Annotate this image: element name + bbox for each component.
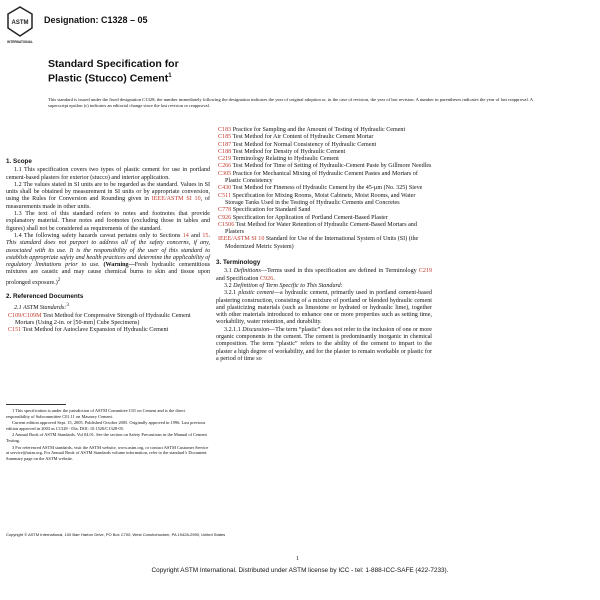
reference-title: Terminology Relating to Hydraulic Cement bbox=[231, 156, 339, 163]
left-column bbox=[6, 152, 210, 335]
terminology-3-2-1: 3.2.1 plastic cement—a hydraulic cement, primarily used in portland cement-based plastering construction, consisting of a mixture of portland or blended hydraulic cement and plasticizing materials (such as limestone or hydrated or hydraulic lime), together with other materials introduced to enhance one or more properties such as setting time, workability, water retention, and durability. bbox=[216, 290, 433, 326]
reference-title: Test Method for Normal Consistency of Hydraulic Cement bbox=[231, 141, 377, 148]
section-heading-terminology: 3. Terminology bbox=[216, 259, 261, 267]
reference-link[interactable]: C778 bbox=[218, 207, 232, 214]
reference-link[interactable]: C511 bbox=[218, 192, 231, 199]
reference-link[interactable]: C151 bbox=[8, 327, 22, 334]
footnotes bbox=[6, 404, 210, 462]
terminology-3-2-1-1: 3.2.1.1 Discussion—The term “plastic” does not refer to the inclusion of one or more organic components in the cement. The cement is predominantly inorganic in chemical composition. The term “plastic” refers to the ability of the cement to impart to the plaster a high degree of workability, and for the plaster to remain workable or plastic for a period of time so bbox=[216, 326, 432, 362]
reference-link[interactable]: C430 bbox=[218, 185, 232, 192]
footnote-rule bbox=[6, 404, 66, 405]
reference-item bbox=[216, 236, 432, 251]
reference-list-left bbox=[6, 313, 210, 335]
reference-link[interactable]: C187 bbox=[218, 141, 232, 148]
link-c219[interactable]: C219 bbox=[418, 268, 433, 275]
reference-title: Specification for Application of Portland Cement-Based Plaster bbox=[231, 214, 388, 221]
reference-item bbox=[216, 149, 432, 156]
footnote-2: 2 Annual Book of ASTM Standards, Vol 04.01. See the section on Safety Precautions in the Manual of Cement Testing. bbox=[6, 432, 207, 443]
footnote-1: 1 This specification is under the jurisdiction of ASTM Committee C01 on Cement and is the direct responsibility of Subcommittee C01.11 on Masonry Cement. bbox=[6, 408, 186, 419]
reference-link[interactable]: C1506 bbox=[218, 221, 235, 228]
link-section-15[interactable]: 15 bbox=[202, 232, 209, 239]
reference-item bbox=[216, 185, 432, 192]
reference-item bbox=[6, 327, 210, 334]
link-section-14[interactable]: 14 bbox=[182, 232, 189, 239]
reference-link[interactable]: C219 bbox=[218, 156, 232, 163]
section-heading-scope: 1. Scope bbox=[6, 158, 32, 165]
designation: Designation: C1328 – 05 bbox=[44, 15, 148, 25]
reference-link[interactable]: C305 bbox=[218, 170, 232, 177]
reference-title: Test Method for Autoclave Expansion of Hydraulic Cement bbox=[21, 327, 169, 334]
title-line-2: Plastic (Stucco) Cement$^1$ bbox=[48, 72, 172, 85]
footnote-1b: Current edition approved Sept. 15, 2005. Published October 2005. Originally approved in 1996. Last previous edition approved in 2003 as C1328 - 03a. DOI: 10.1520/C1328-05. bbox=[6, 420, 206, 431]
svg-text:ASTM: ASTM bbox=[11, 20, 29, 26]
section-heading-references: 2. Referenced Documents bbox=[6, 293, 84, 301]
reference-title: Test Method for Density of Hydraulic Cement bbox=[231, 148, 346, 155]
astm-logo bbox=[6, 6, 34, 46]
footnote-3: 3 For referenced ASTM standards, visit the ASTM website, www.astm.org, or contact ASTM Customer Service at service@astm.org. For Annual Book of ASTM Standards volume information, refer to the standard’s Document Summary page on the ASTM website. bbox=[6, 444, 209, 461]
document-title bbox=[48, 58, 468, 85]
reference-link[interactable]: C185 bbox=[218, 134, 232, 141]
reference-item bbox=[216, 142, 432, 149]
terminology-3-1: 3.1 Definitions—Terms used in this specification are defined in Terminology C219 and Specification C926. bbox=[216, 268, 433, 282]
reference-list-right bbox=[216, 127, 432, 251]
astm-logo-icon bbox=[6, 6, 34, 46]
page-number: 1 bbox=[296, 556, 299, 562]
reference-link[interactable]: C188 bbox=[218, 148, 232, 155]
scope-1-2: 1.2 The values stated in SI units are to be regarded as the standard. Values in SI units shall be obtained by measurement in SI units or by appropriate conversion, using the Rules for Conversion and Rounding given in IEEE/ASTM SI 10, of measurements made in other units. bbox=[6, 181, 211, 210]
link-ieee-si10[interactable]: IEEE/ASTM SI 10 bbox=[151, 196, 201, 203]
right-column bbox=[216, 127, 432, 363]
reference-item bbox=[216, 215, 432, 222]
reference-link[interactable]: IEEE/ASTM SI 10 bbox=[218, 236, 265, 243]
reference-item bbox=[216, 134, 432, 141]
reference-item bbox=[216, 171, 432, 186]
reference-title: Test Method for Air Content of Hydraulic Cement Mortar bbox=[231, 134, 374, 141]
scope-1-4: 1.4 The following safety hazards caveat pertains only to Sections 14 and 15. This standard does not purport to address all of the safety concerns, if any, associated with its use. It is the responsibility of the user of this standard to establish appropriate safety and health practices and determine the applicability of regulatory limitations prior to use. (Warning—Fresh hydraulic cementitious mixtures are caustic and may cause chemical burns to skin and tissue upon prolonged exposure.)$^2$ bbox=[6, 232, 210, 286]
link-c926[interactable]: C926 bbox=[260, 275, 274, 282]
license-line: Copyright ASTM International. Distributed under ASTM license by ICC - tel: 1-888-ICC-SAFE (422-7233). bbox=[151, 567, 449, 574]
reference-item bbox=[216, 207, 432, 214]
terminology-3-2: 3.2 Definition of Term Specific to This Standard: bbox=[224, 282, 343, 289]
svg-text:INTERNATIONAL: INTERNATIONAL bbox=[7, 40, 33, 44]
issuance-notice: This standard is issued under the fixed designation C1328; the number immediately following the designation indicates the year of original adoption or, in the case of revision, the year of last revision. A number in parentheses indicates the year of last reapproval. A superscript epsilon (ε) indicates an editorial change since the last revision or reapproval. bbox=[48, 97, 533, 108]
reference-title: Test Method for Water Retention of Hydraulic Cement-Based Mortars and Plasters bbox=[225, 221, 417, 236]
copyright-line: Copyright © ASTM International, 100 Barr Harbor Drive, PO Box C700, West Conshohocken, PA 19428-2959, United States bbox=[6, 532, 226, 537]
reference-title: Test Method for Time of Setting of Hydraulic-Cement Paste by Gillmore Needles bbox=[231, 163, 432, 170]
astm-standards-subheading: 2.1 ASTM Standards:$^3$ bbox=[14, 302, 69, 312]
reference-title: Specification for Mixing Rooms, Moist Cabinets, Moist Rooms, and Water Storage Tanks Used in the Testing of Hydraulic Cements and Concretes bbox=[225, 192, 416, 206]
reference-title: Standard for Use of the International System of Units (SI) (the Modernized Metric System) bbox=[225, 236, 419, 250]
reference-item bbox=[216, 193, 432, 208]
reference-link[interactable]: C183 bbox=[218, 127, 232, 133]
scope-1-1: 1.1 This specification covers two types of plastic cement for use in portland cement-based plasters for exterior (stucco) and interior application. bbox=[6, 167, 210, 181]
reference-link[interactable]: C266 bbox=[218, 163, 232, 170]
reference-item bbox=[6, 313, 210, 328]
reference-link[interactable]: C109/C109M bbox=[8, 312, 42, 319]
reference-title: Practice for Sampling and the Amount of Testing of Hydraulic Cement bbox=[231, 127, 406, 133]
reference-title: Test Method for Compressive Strength of Hydraulic Cement Mortars (Using 2-in. or [50-mm] Cube Specimens) bbox=[15, 312, 191, 326]
reference-title: Test Method for Fineness of Hydraulic Cement by the 45-µm (No. 325) Sieve bbox=[231, 185, 423, 192]
reference-link[interactable]: C926 bbox=[218, 214, 232, 221]
reference-item bbox=[216, 222, 432, 237]
scope-1-3: 1.3 The text of this standard refers to notes and footnotes that provide explanatory material. These notes and footnotes (excluding those in tables and figures) shall not be considered as requirements of the standard. bbox=[6, 211, 210, 232]
reference-title: Specification for Standard Sand bbox=[231, 207, 311, 214]
title-line-1: Standard Specification for bbox=[48, 58, 179, 70]
reference-item bbox=[216, 163, 432, 170]
reference-title: Practice for Mechanical Mixing of Hydraulic Cement Pastes and Mortars of Plastic Consistency bbox=[225, 170, 418, 185]
